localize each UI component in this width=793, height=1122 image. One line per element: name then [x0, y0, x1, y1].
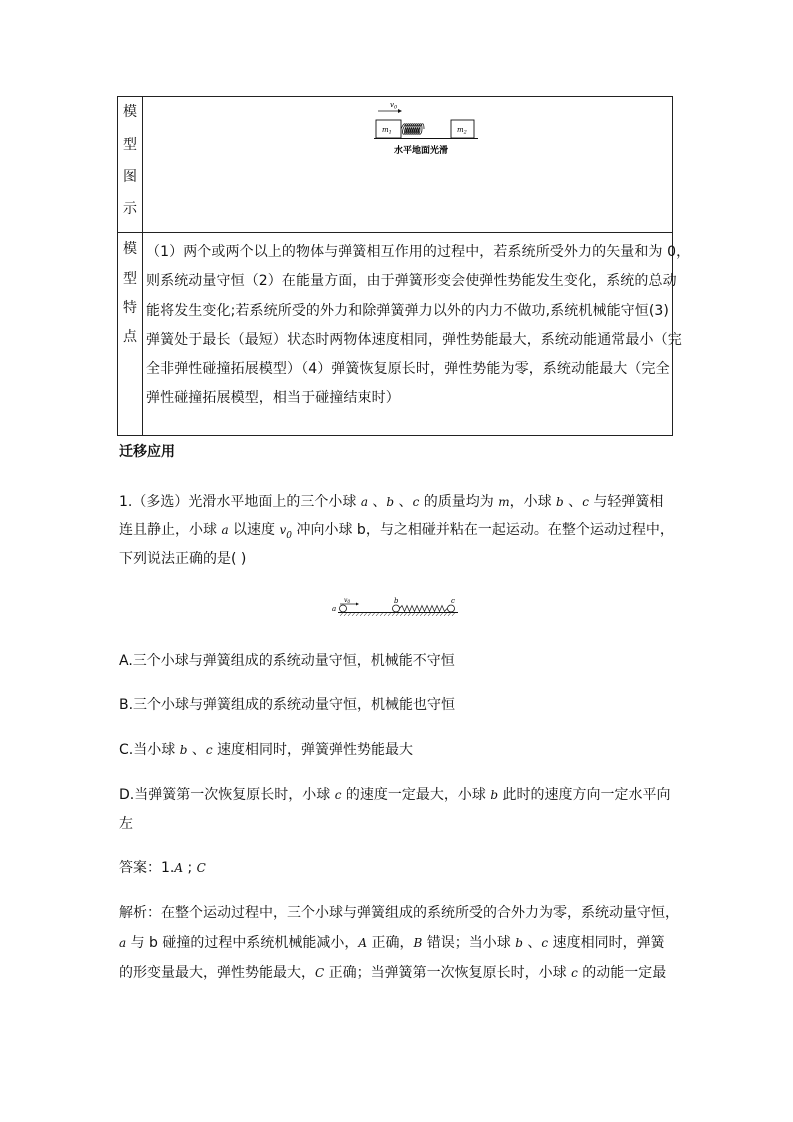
- option-d-line-2: 左: [119, 816, 133, 832]
- analysis-line-3: [119, 962, 666, 982]
- block-m1-label: $m_1$: [382, 126, 392, 136]
- text: 的速度一定最大，小球: [341, 787, 491, 803]
- feature-line: 能将发生变化;若系统所受的外力和除弹簧弹力以外的内力不做功,系统机械能守恒(3): [146, 302, 669, 319]
- feature-label-char: 特: [123, 300, 137, 316]
- velocity-label: $v_0$: [390, 101, 398, 111]
- analysis-line-1: 解析：在整个运动过程中，三个小球与弹簧组成的系统所受的合外力为零，系统动量守恒，: [119, 905, 679, 921]
- smooth-ground-caption: 水平地面光滑: [394, 146, 449, 156]
- spring-coil: [401, 124, 424, 135]
- option-c: [119, 739, 413, 759]
- text: 、: [394, 494, 413, 510]
- var-b: b: [179, 743, 188, 757]
- var-c: c: [412, 495, 420, 509]
- var-c: c: [582, 495, 589, 509]
- var-a: a: [221, 523, 229, 537]
- text: 以速度: [228, 522, 280, 538]
- text: 、: [563, 494, 583, 510]
- model-feature-text: [146, 238, 691, 414]
- answer-line: [119, 857, 206, 877]
- ball-a: [340, 605, 347, 612]
- var-c: c: [334, 788, 342, 802]
- text: 正确；当弹簧第一次恢复原长时，小球: [324, 965, 572, 981]
- spring-zigzag: [400, 606, 448, 612]
- velocity-label: v0: [344, 597, 351, 606]
- ball-a-label: a: [332, 605, 337, 613]
- option-b: B.三个小球与弹簧组成的系统动量守恒，机械能也守恒: [119, 697, 456, 713]
- ball-b: [393, 605, 400, 612]
- figure-label-char: 模: [123, 104, 137, 120]
- feature-label-char: 点: [123, 329, 137, 345]
- text: 速度相同时，弹簧: [548, 935, 665, 951]
- text: 连且静止，小球: [119, 522, 222, 538]
- option-d-line-1: [119, 784, 670, 804]
- question-line-1: [119, 491, 663, 511]
- figure-label-char: 型: [123, 137, 137, 153]
- feature-label-char: 型: [123, 271, 137, 287]
- option-ref-b: B: [413, 936, 423, 950]
- var-a: a: [119, 936, 127, 950]
- var-v-sub: 0: [286, 530, 293, 541]
- answer-c: C: [196, 861, 206, 875]
- feature-line: 全非弹性碰撞拓展模型）（4）弹簧恢复原长时，弹性势能为零，系统动能最大（完全: [146, 361, 670, 378]
- figure-content: [142, 97, 672, 232]
- section-heading: 迁移应用: [119, 444, 175, 460]
- question-line-2: [119, 519, 674, 541]
- var-a: a: [360, 495, 368, 509]
- text: 此时的速度方向一定水平向: [498, 787, 671, 803]
- text: 与轻弹簧相: [588, 494, 664, 510]
- var-c: c: [571, 966, 578, 980]
- text: 冲向小球 b，与之相碰并粘在一起运动。在整个运动过程中，: [292, 522, 674, 538]
- model-feature-row: [118, 232, 691, 435]
- option-a: A.三个小球与弹簧组成的系统动量守恒，机械能不守恒: [119, 653, 455, 669]
- model-figure-row: [118, 97, 672, 233]
- var-b: b: [556, 495, 564, 509]
- var-v: v: [279, 523, 287, 537]
- var-c: c: [205, 743, 213, 757]
- text: ;: [183, 860, 197, 876]
- text: 正确，: [367, 935, 414, 951]
- answer-a: A: [174, 861, 184, 875]
- var-b: b: [386, 495, 395, 509]
- text: 、: [522, 935, 542, 951]
- feature-label-column: [118, 232, 143, 435]
- figure-label-column: [118, 97, 143, 232]
- feature-line: 弹性碰撞拓展模型，相当于碰撞结束时）: [146, 390, 400, 407]
- figure-label-char: 图: [123, 169, 137, 185]
- feature-content: [142, 232, 691, 435]
- var-b: b: [490, 788, 499, 802]
- text: 的形变量最大，弹性势能最大，: [119, 965, 315, 981]
- feature-line: 则系统动量守恒（2）在能量方面，由于弹簧形变会使弹性势能发生变化，系统的总动: [146, 273, 677, 290]
- text: 、: [187, 742, 206, 758]
- text: 1.（多选）光滑水平地面上的三个小球: [119, 494, 361, 510]
- option-ref-c: C: [315, 966, 325, 980]
- model-table: [117, 96, 691, 436]
- feature-line: 弹簧处于最长（最短）状态时两物体速度相同，弹性势能最大，系统动能通常最小（完: [146, 331, 682, 348]
- ground-hatching: [340, 613, 455, 617]
- text: ，小球: [509, 494, 557, 510]
- three-ball-diagram: [330, 596, 462, 620]
- text: D.当弹簧第一次恢复原长时，小球: [119, 787, 335, 803]
- text: C.当小球: [119, 742, 180, 758]
- text: 的动能一定最: [577, 965, 667, 981]
- text: 错误；当小球: [422, 935, 516, 951]
- var-m: m: [498, 495, 510, 509]
- velocity-arrow-head: [356, 603, 359, 606]
- feature-line: （1）两个或两个以上的物体与弹簧相互作用的过程中，若系统所受外力的矢量和为 0，: [146, 244, 691, 260]
- block-m2-label: $m_2$: [457, 126, 467, 136]
- text: 答案：1.: [119, 860, 175, 876]
- text: 速度相同时，弹簧弹性势能最大: [212, 742, 414, 758]
- feature-label-char: 模: [123, 241, 137, 257]
- ball-b-label: b: [394, 597, 399, 605]
- text: 、: [367, 494, 387, 510]
- var-b: b: [515, 936, 523, 950]
- ball-c: [448, 605, 455, 612]
- velocity-arrow-head: [398, 109, 402, 113]
- text: 的质量均为: [419, 494, 499, 510]
- figure-label-char: 示: [123, 201, 137, 217]
- analysis-line-2: [119, 932, 665, 952]
- option-ref-a: A: [358, 936, 368, 950]
- spring-block-diagram: [374, 99, 484, 159]
- question-line-3: 下列说法正确的是( ): [119, 551, 247, 567]
- var-c: c: [541, 936, 549, 950]
- text: 与 b 碰撞的过程中系统机械能减小，: [126, 935, 359, 951]
- ball-c-label: c: [451, 597, 455, 605]
